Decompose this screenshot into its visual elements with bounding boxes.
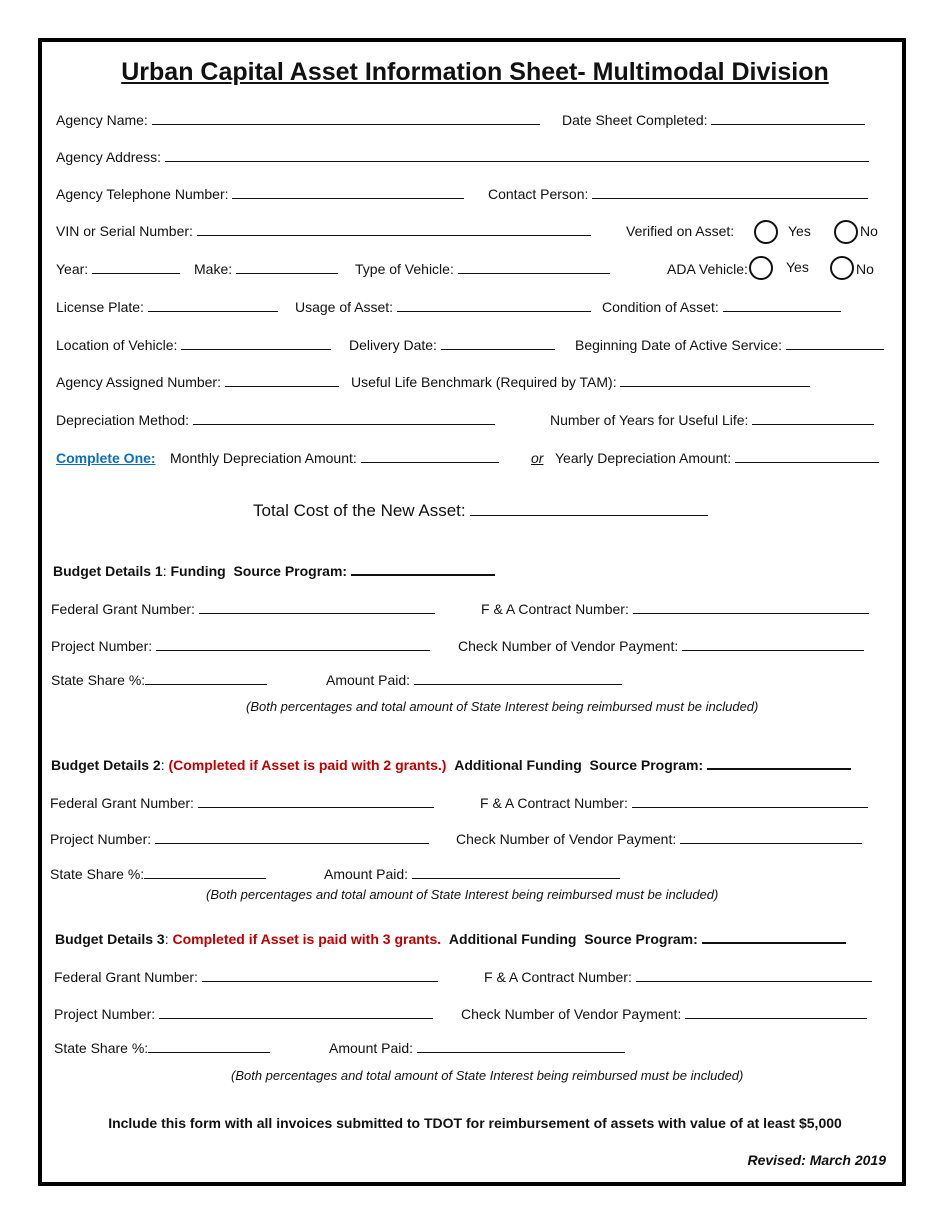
verified-yes-label: Yes — [788, 223, 811, 239]
ada-yes-label: Yes — [786, 259, 809, 275]
usage-field[interactable]: Usage of Asset: — [295, 298, 591, 316]
vehicle-type-field[interactable]: Type of Vehicle: — [355, 260, 610, 278]
ada-yes-radio[interactable] — [749, 256, 773, 280]
budget-3-check-field[interactable]: Check Number of Vendor Payment: — [461, 1005, 867, 1023]
budget-2-project-field[interactable]: Project Number: — [50, 830, 429, 848]
assigned-number-field[interactable]: Agency Assigned Number: — [56, 373, 339, 391]
location-field[interactable]: Location of Vehicle: — [56, 336, 331, 354]
verified-label: Verified on Asset: — [626, 223, 735, 239]
verified-no-radio[interactable] — [834, 220, 858, 244]
contact-person-field[interactable]: Contact Person: — [488, 185, 868, 203]
budget-3-header[interactable]: Budget Details 3: Completed if Asset is paid with 3 grants. Additional Funding Source Program: — [55, 929, 846, 948]
budget-3-federal-grant-field[interactable]: Federal Grant Number: — [54, 968, 438, 986]
budget-3-project-field[interactable]: Project Number: — [54, 1005, 433, 1023]
years-useful-life-field[interactable]: Number of Years for Useful Life: — [550, 411, 874, 429]
date-completed-field[interactable]: Date Sheet Completed: — [562, 111, 865, 129]
total-cost-field[interactable]: Total Cost of the New Asset: — [253, 500, 708, 522]
budget-2-amount-paid-field[interactable]: Amount Paid: — [324, 865, 620, 883]
agency-name-field[interactable]: Agency Name: — [56, 111, 540, 129]
budget-1-header[interactable]: Budget Details 1: Funding Source Program: — [53, 561, 495, 580]
make-field[interactable]: Make: — [194, 260, 338, 278]
complete-one-link[interactable]: Complete One: — [56, 450, 156, 466]
budget-1-check-field[interactable]: Check Number of Vendor Payment: — [458, 637, 864, 655]
budget-2-header[interactable]: Budget Details 2: (Completed if Asset is paid with 2 grants.) Additional Funding Source Program: — [51, 755, 851, 774]
useful-life-benchmark-field[interactable]: Useful Life Benchmark (Required by TAM): — [351, 373, 810, 391]
verified-no-label: No — [860, 223, 878, 239]
vin-field[interactable]: VIN or Serial Number: — [56, 222, 591, 240]
budget-2-state-share-field[interactable]: State Share %: — [50, 865, 266, 883]
budget-2-federal-grant-field[interactable]: Federal Grant Number: — [50, 794, 434, 812]
verified-yes-radio[interactable] — [754, 220, 778, 244]
budget-1-note: (Both percentages and total amount of State Interest being reimbursed must be included) — [246, 699, 759, 714]
budget-3-note: (Both percentages and total amount of State Interest being reimbursed must be included) — [231, 1068, 744, 1083]
budget-2-check-field[interactable]: Check Number of Vendor Payment: — [456, 830, 862, 848]
condition-field[interactable]: Condition of Asset: — [602, 298, 841, 316]
delivery-date-field[interactable]: Delivery Date: — [349, 336, 555, 354]
ada-label: ADA Vehicle: — [667, 261, 748, 277]
or-label: or — [531, 450, 544, 466]
budget-3-amount-paid-field[interactable]: Amount Paid: — [329, 1039, 625, 1057]
budget-1-state-share-field[interactable]: State Share %: — [51, 671, 267, 689]
budget-1-amount-paid-field[interactable]: Amount Paid: — [326, 671, 622, 689]
budget-1-federal-grant-field[interactable]: Federal Grant Number: — [51, 600, 435, 618]
year-field[interactable]: Year: — [56, 260, 180, 278]
budget-3-fa-contract-field[interactable]: F & A Contract Number: — [484, 968, 872, 986]
agency-address-field[interactable]: Agency Address: — [56, 148, 869, 166]
form-title: Urban Capital Asset Information Sheet- Multimodal Division — [121, 58, 829, 86]
beginning-date-field[interactable]: Beginning Date of Active Service: — [575, 336, 884, 354]
depreciation-method-field[interactable]: Depreciation Method: — [56, 411, 495, 429]
budget-1-fa-contract-field[interactable]: F & A Contract Number: — [481, 600, 869, 618]
ada-no-label: No — [856, 261, 874, 277]
budget-2-fa-contract-field[interactable]: F & A Contract Number: — [480, 794, 868, 812]
yearly-depreciation-field[interactable]: Yearly Depreciation Amount: — [555, 449, 879, 467]
ada-no-radio[interactable] — [830, 256, 854, 280]
include-instruction: Include this form with all invoices submitted to TDOT for reimbursement of assets with value of at least $5,000 — [108, 1115, 842, 1131]
budget-1-project-field[interactable]: Project Number: — [51, 637, 430, 655]
budget-2-note: (Both percentages and total amount of State Interest being reimbursed must be included) — [206, 887, 719, 902]
budget-3-state-share-field[interactable]: State Share %: — [54, 1039, 270, 1057]
agency-phone-field[interactable]: Agency Telephone Number: — [56, 185, 464, 203]
revised-date: Revised: March 2019 — [747, 1152, 886, 1168]
monthly-depreciation-field[interactable]: Monthly Depreciation Amount: — [170, 449, 499, 467]
license-plate-field[interactable]: License Plate: — [56, 298, 278, 316]
